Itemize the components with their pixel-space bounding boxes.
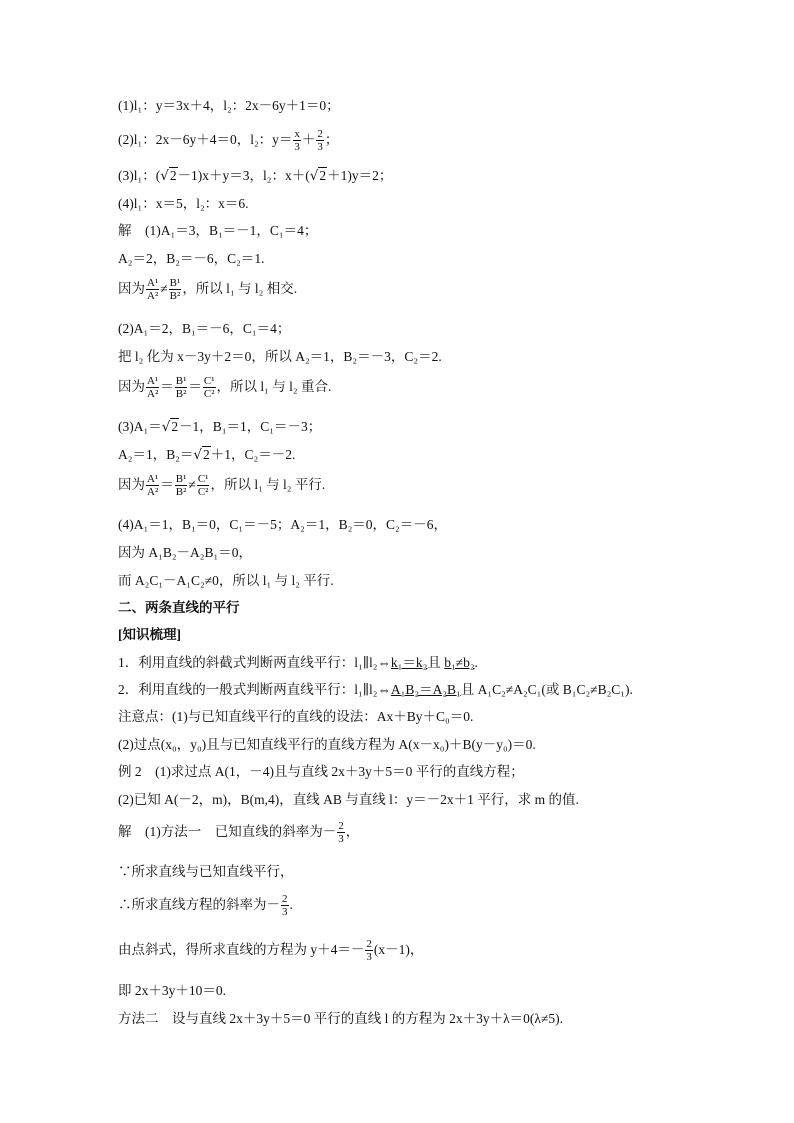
fraction bbox=[197, 473, 210, 498]
text-run: ＋1，C₂＝－2. bbox=[210, 447, 296, 462]
text-run: ，所以 l₁ 与 l₂ 相交. bbox=[182, 281, 298, 296]
denominator: 3 bbox=[366, 951, 372, 964]
text-run: －1，B₁＝1，C₁＝－3； bbox=[179, 419, 322, 434]
fraction bbox=[316, 128, 324, 153]
text-run: ＋1)y＝2； bbox=[327, 168, 393, 183]
fraction bbox=[169, 277, 182, 302]
text-run: (3)A₁＝ bbox=[118, 419, 162, 434]
text-run: ∴所求直线方程的斜率为－ bbox=[118, 897, 280, 912]
denominator: C² bbox=[203, 388, 215, 401]
underlined-answer: b₁≠b₂ bbox=[444, 655, 475, 670]
text-run: ，所以 l₁ 与 l₂ 平行. bbox=[210, 477, 326, 492]
solution-1-line-1: 解 (1)A₁＝3，B₁＝－1，C₁＝4； bbox=[118, 223, 318, 238]
section-heading: 二、两条直线的平行 bbox=[118, 600, 240, 615]
fraction bbox=[175, 473, 188, 498]
radicand: 2 bbox=[171, 419, 179, 434]
text-run: A₂＝1，B₂＝ bbox=[118, 447, 194, 462]
sqrt-symbol: √2 bbox=[193, 447, 210, 463]
solution-4-line-2: 因为 A₁B₂－A₂B₁＝0， bbox=[118, 545, 252, 560]
sqrt-symbol: √2 bbox=[161, 419, 179, 435]
text-run: 且 bbox=[427, 655, 445, 670]
text-run: ＝ bbox=[160, 477, 174, 492]
problem-3-text bbox=[118, 167, 392, 185]
denominator: 3 bbox=[338, 833, 344, 846]
fraction bbox=[146, 277, 159, 302]
problem-1-text: (1)l₁：y＝3x＋4，l₂：2x－6y＋1＝0； bbox=[118, 98, 340, 113]
fraction bbox=[175, 375, 188, 400]
text-run: (x－1)， bbox=[373, 942, 424, 957]
text-run: ，所以 l₁ 与 l₂ 重合. bbox=[216, 379, 332, 394]
denominator: A² bbox=[147, 290, 159, 303]
fraction bbox=[146, 375, 159, 400]
note-2: (2)过点(x₀，y₀)且与已知直线平行的直线方程为 A(x－x₀)＋B(y－y₀)＝0. bbox=[118, 737, 536, 752]
text-run: (3)l₁：( bbox=[118, 168, 161, 183]
fraction bbox=[337, 820, 345, 845]
numerator: C¹ bbox=[197, 473, 209, 486]
text-run: 解 (1)方法一 已知直线的斜率为－ bbox=[118, 824, 337, 839]
text-run: 因为 bbox=[118, 477, 145, 492]
numerator: 2 bbox=[282, 893, 288, 906]
denominator: B² bbox=[169, 290, 181, 303]
numerator: 2 bbox=[317, 128, 323, 141]
text-run: . bbox=[289, 897, 293, 912]
solution-method-2-line-1: 方法二 设与直线 2x＋3y＋5＝0 平行的直线 l 的方程为 2x＋3y＋λ＝0(λ≠5). bbox=[118, 1011, 563, 1026]
solution-method-1-line-2: ∵所求直线与已知直线平行， bbox=[118, 864, 294, 879]
knowledge-point-2 bbox=[118, 681, 633, 699]
numerator: C¹ bbox=[203, 375, 215, 388]
text-run: ≠ bbox=[160, 281, 168, 296]
solution-2-conclusion bbox=[118, 370, 331, 404]
denominator: 3 bbox=[317, 141, 323, 154]
numerator: A¹ bbox=[147, 473, 159, 486]
text-run: －1)x＋y＝3，l₂：x＋( bbox=[177, 168, 310, 183]
knowledge-point-1 bbox=[118, 654, 478, 672]
numerator: B¹ bbox=[175, 375, 187, 388]
note-1: 注意点：(1)与已知直线平行的直线的设法：Ax＋By＋C₀＝0. bbox=[118, 709, 474, 724]
fraction bbox=[146, 473, 159, 498]
text-run: (2)l₁：2x－6y＋4＝0，l₂：y＝ bbox=[118, 132, 293, 147]
text-run: ＋ bbox=[301, 132, 316, 147]
solution-method-1-line-3 bbox=[118, 888, 293, 922]
text-run: ＝ bbox=[160, 379, 174, 394]
text-run: 因为 bbox=[118, 281, 145, 296]
text-run: 且 A₁C₂≠A₂C₁(或 B₁C₂≠B₂C₁). bbox=[460, 682, 633, 697]
text-run: ＝ bbox=[188, 379, 202, 394]
solution-1-line-2: A₂＝2，B₂＝－6，C₂＝1. bbox=[118, 251, 265, 266]
denominator: A² bbox=[147, 486, 159, 499]
fraction bbox=[281, 893, 289, 918]
problem-4-text: (4)l₁：x＝5，l₂：x＝6. bbox=[118, 196, 249, 211]
numerator: A¹ bbox=[147, 277, 159, 290]
solution-2-line-2: 把 l₂ 化为 x－3y＋2＝0，所以 A₂＝1，B₂＝－3，C₂＝2. bbox=[118, 349, 442, 364]
numerator: x bbox=[294, 128, 300, 141]
denominator: B² bbox=[175, 388, 187, 401]
solution-method-1-line-4 bbox=[118, 933, 423, 967]
fraction bbox=[293, 128, 301, 153]
denominator: A² bbox=[147, 388, 159, 401]
text-run: . bbox=[474, 655, 478, 670]
text-run: 因为 bbox=[118, 379, 145, 394]
text-run: ≠ bbox=[188, 477, 196, 492]
denominator: 3 bbox=[294, 141, 300, 154]
radicand: 2 bbox=[203, 447, 210, 462]
sqrt-symbol: √2 bbox=[309, 168, 327, 184]
solution-3-line-2 bbox=[118, 446, 295, 464]
denominator: B² bbox=[175, 486, 187, 499]
radicand: 2 bbox=[319, 168, 327, 183]
numerator: A¹ bbox=[147, 375, 159, 388]
text-run: 1．利用直线的斜截式判断两直线平行：l₁∥l₂⇔ bbox=[118, 655, 391, 670]
solution-4-line-3: 而 A₂C₁－A₁C₂≠0，所以 l₁ 与 l₂ 平行. bbox=[118, 573, 334, 588]
text-run: 2．利用直线的一般式判断两直线平行：l₁∥l₂⇔ bbox=[118, 682, 391, 697]
fraction bbox=[203, 375, 216, 400]
numerator: B¹ bbox=[175, 473, 187, 486]
numerator: B¹ bbox=[169, 277, 181, 290]
denominator: 3 bbox=[282, 906, 288, 919]
denominator: C² bbox=[197, 486, 209, 499]
solution-3-conclusion bbox=[118, 468, 325, 502]
solution-method-1-result: 即 2x＋3y＋10＝0. bbox=[118, 983, 226, 998]
radicand: 2 bbox=[169, 168, 177, 183]
solution-method-1-line-1 bbox=[118, 815, 359, 849]
knowledge-heading: [知识梳理] bbox=[118, 627, 181, 642]
sqrt-symbol: √2 bbox=[160, 168, 177, 184]
solution-1-conclusion bbox=[118, 272, 297, 306]
underlined-answer: k₁＝k₂ bbox=[390, 655, 428, 670]
solution-4-line-1: (4)A₁＝1，B₁＝0，C₁＝－5；A₂＝1，B₂＝0，C₂＝－6， bbox=[118, 517, 447, 532]
underlined-answer: A₁B₂＝A₂B₁ bbox=[390, 682, 461, 697]
numerator: 2 bbox=[366, 938, 372, 951]
solution-2-line-1: (2)A₁＝2，B₁＝－6，C₁＝4； bbox=[118, 321, 291, 336]
example-2-part-1: 例 2 (1)求过点 A(1，－4)且与直线 2x＋3y＋5＝0 平行的直线方程； bbox=[118, 764, 524, 779]
fraction bbox=[365, 938, 373, 963]
text-run: ， bbox=[345, 824, 360, 839]
example-2-part-2: (2)已知 A(－2，m)，B(m,4)，直线 AB 与直线 l：y＝－2x＋1 平行，求 m 的值. bbox=[118, 792, 579, 807]
problem-2-text bbox=[118, 123, 338, 157]
text-run: 由点斜式，得所求直线的方程为 y＋4＝－ bbox=[118, 942, 365, 957]
numerator: 2 bbox=[338, 820, 344, 833]
solution-3-line-1 bbox=[118, 418, 321, 436]
text-run: ； bbox=[324, 132, 339, 147]
